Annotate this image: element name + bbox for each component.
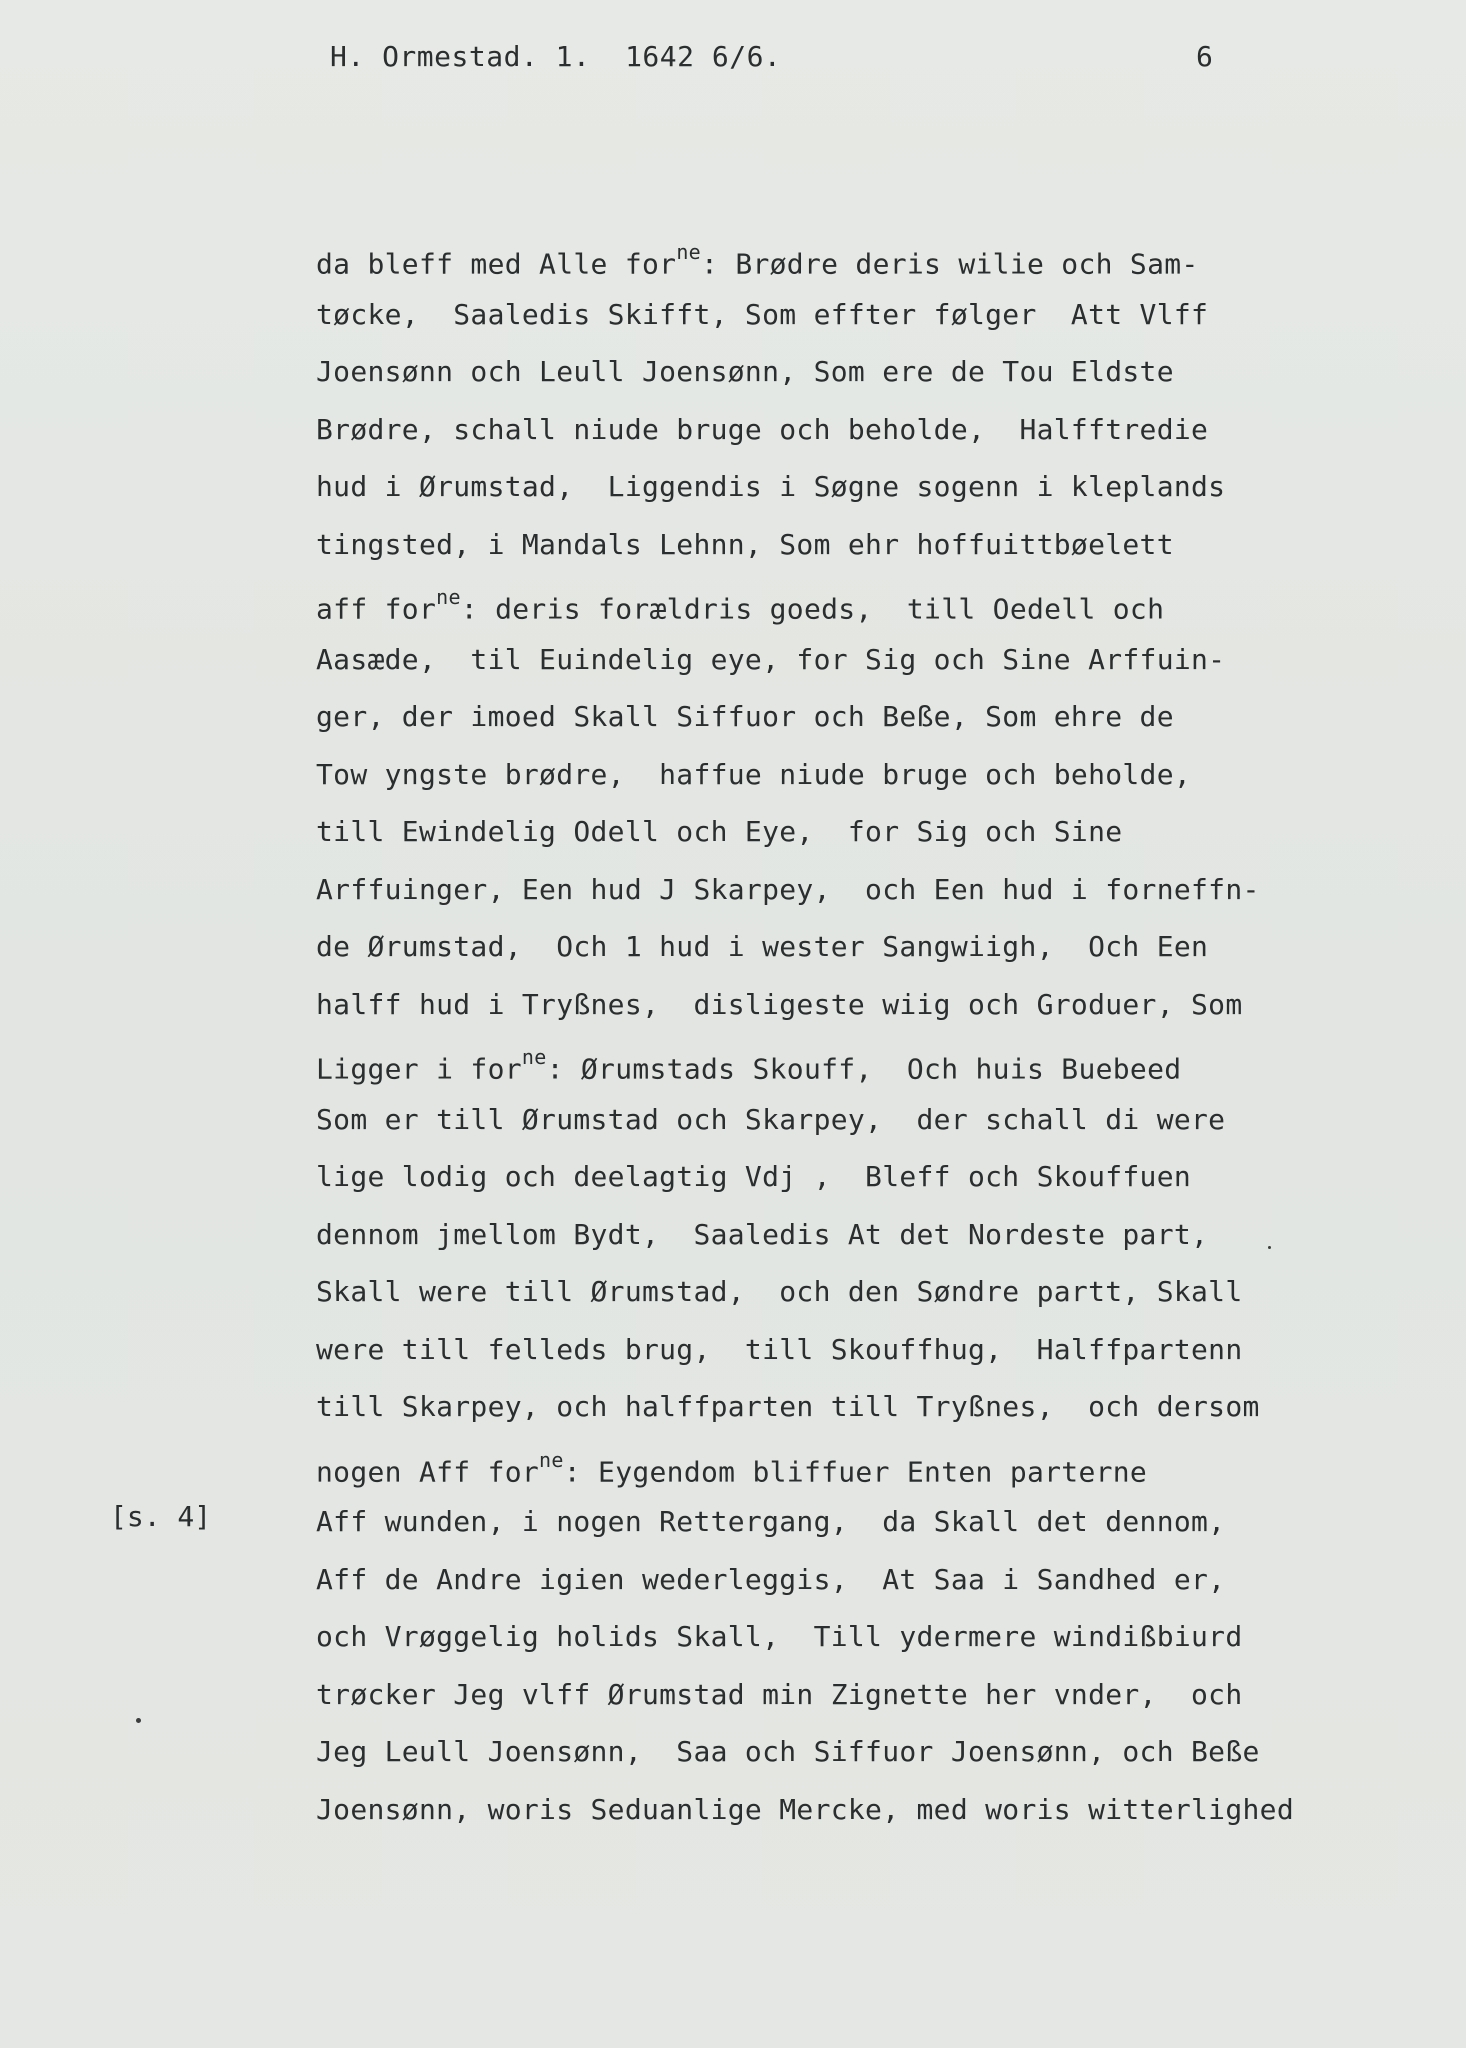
text-segment: trøcker Jeg vlff Ørumstad min Zignette her vnder, och	[316, 1677, 1243, 1711]
text-line	[316, 976, 1326, 1034]
text-line	[316, 1033, 1326, 1091]
text-line	[316, 1148, 1326, 1206]
text-line	[316, 1378, 1326, 1436]
text-line	[316, 918, 1326, 976]
text-line	[316, 286, 1326, 344]
superscript-abbreviation: ne	[436, 585, 461, 609]
text-line	[316, 1436, 1326, 1494]
text-segment: lige lodig och deelagtig Vdj , Bleff och Skouffuen	[316, 1160, 1192, 1193]
text-segment: da bleff med Alle for	[316, 247, 677, 281]
text-segment: tøcke, Saaledis Skifft, Som effter følger Att Vlff	[316, 297, 1209, 331]
text-line	[316, 1551, 1326, 1609]
text-segment: Jeg Leull Joensønn, Saa och Siffuor Joensønn, och Beße	[316, 1735, 1260, 1768]
text-line	[316, 803, 1326, 861]
margin-page-reference: [s. 4]	[110, 1500, 212, 1533]
ink-speck	[136, 1718, 141, 1723]
text-segment: Ligger i for	[316, 1052, 522, 1086]
page-header: H. Ormestad. 1. 1642 6/6.	[330, 40, 782, 73]
text-segment: Aasæde, til Euindelig eye, for Sig och Sine Arffuin-	[316, 642, 1226, 676]
text-line	[316, 688, 1326, 746]
text-line	[316, 458, 1326, 516]
text-line	[316, 516, 1326, 574]
text-segment: till Ewindelig Odell och Eye, for Sig och Sine	[316, 815, 1123, 848]
text-segment: Aff wunden, i nogen Rettergang, da Skall det dennom,	[316, 1505, 1226, 1538]
superscript-abbreviation: ne	[521, 1045, 547, 1069]
text-segment: : Eygendom bliffuer Enten parterne	[563, 1454, 1148, 1488]
superscript-abbreviation: ne	[539, 1447, 564, 1472]
transcription-body	[316, 228, 1326, 1838]
text-line	[316, 1321, 1326, 1379]
text-segment: Skall were till Ørumstad, och den Søndre partt, Skall	[316, 1275, 1243, 1308]
text-line	[316, 746, 1326, 804]
text-segment: halff hud i Tryßnes, disligeste wiig och Groduer, Som	[316, 987, 1243, 1021]
text-line	[316, 861, 1326, 919]
text-line	[316, 1666, 1326, 1724]
ink-speck	[1268, 1246, 1271, 1249]
text-segment: Arffuinger, Een hud J Skarpey, och Een hud i forneffn-	[316, 872, 1260, 906]
text-segment: tingsted, i Mandals Lehnn, Som ehr hoffuittbøelett	[316, 527, 1174, 561]
page-number: 6	[1196, 40, 1213, 73]
text-line	[316, 228, 1326, 286]
text-line	[316, 1091, 1326, 1149]
text-segment: hud i Ørumstad, Liggendis i Søgne sogenn i kleplands	[316, 470, 1226, 503]
text-segment: ger, der imoed Skall Siffuor och Beße, Som ehre de	[316, 700, 1174, 733]
text-line	[316, 401, 1326, 459]
text-segment: : deris forældris goeds, till Oedell och	[460, 592, 1165, 626]
text-segment: de Ørumstad, Och 1 hud i wester Sangwiigh, Och Een	[316, 930, 1209, 963]
text-segment: aff for	[316, 592, 437, 626]
text-line	[316, 343, 1326, 401]
text-segment: Joensønn, woris Seduanlige Mercke, med woris witterlighed	[316, 1792, 1294, 1826]
text-line	[316, 1493, 1326, 1551]
text-line	[316, 1608, 1326, 1666]
text-line	[316, 1781, 1326, 1839]
text-segment: och Vrøggelig holids Skall, Till ydermere windißbiurd	[316, 1620, 1243, 1653]
text-segment: Tow yngste brødre, haffue niude bruge och beholde,	[316, 757, 1192, 791]
text-segment: : Brødre deris wilie och Sam-	[701, 247, 1199, 281]
text-line	[316, 631, 1326, 689]
text-line	[316, 1263, 1326, 1321]
text-line	[316, 573, 1326, 631]
superscript-abbreviation: ne	[676, 240, 701, 264]
text-segment: Joensønn och Leull Joensønn, Som ere de Tou Eldste	[316, 355, 1174, 388]
text-segment: Som er till Ørumstad och Skarpey, der schall di were	[316, 1102, 1226, 1136]
text-segment: till Skarpey, och halffparten till Tryßnes, och dersom	[316, 1390, 1260, 1423]
text-segment: Aff de Andre igien wederleggis, At Saa i Sandhed er,	[316, 1562, 1226, 1596]
text-line	[316, 1206, 1326, 1264]
text-segment: were till felleds brug, till Skouffhug, Halffpartenn	[316, 1332, 1243, 1366]
text-line	[316, 1723, 1326, 1781]
text-segment: dennom jmellom Bydt, Saaledis At det Nordeste part,	[316, 1217, 1209, 1251]
text-segment: : Ørumstads Skouff, Och huis Buebeed	[546, 1052, 1182, 1086]
text-segment: Brødre, schall niude bruge och beholde, Halfftredie	[316, 412, 1209, 446]
text-segment: nogen Aff for	[316, 1454, 540, 1488]
